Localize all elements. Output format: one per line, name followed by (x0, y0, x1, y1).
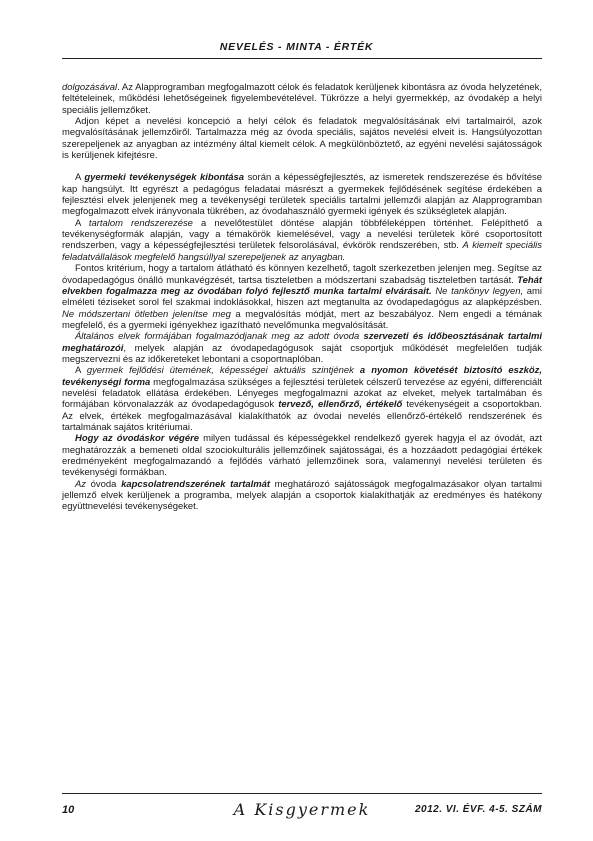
emphasis-text: Általános elvek formájában fogalmazódjanak meg az adott óvoda (75, 331, 360, 343)
paragraph (62, 218, 542, 263)
paragraph-text: a nevelőtestület döntése alapján többféleképpen történhet. Felépíthető a tevékenységformák alapján, vagy a témakörök kiemelésével, vagy a nevelési területek köré csoportosított rendszerben, vagy a képességfejlesztési területek felsorolásával, évkörök rendszerében, stb. (62, 217, 542, 252)
paragraph-text: Fontos kritérium, hogy a tartalom átlátható és könnyen kezelhető, tagolt szerkezetben jelenjen meg. Segítse az óvodapedagógus önálló munkavégzését, tartsa tiszteletben a módszertani szabadság tiszteletben tartását. (62, 263, 542, 286)
magazine-title: A Kisgyermek (233, 800, 371, 819)
emphasis-text: tervező, ellenőrző, értékelő (278, 399, 403, 411)
page-number: 10 (62, 804, 75, 816)
emphasis-text: Tehát elvekben fogalmazza meg az óvodában folyó fejlesztő munka tartalmi elvárásait. (62, 274, 542, 297)
emphasis-text: a nyomon követését biztosító eszköz, tevékenységi forma (62, 365, 543, 388)
running-header: NEVELÉS - MINTA - ÉRTÉK (219, 41, 374, 53)
emphasis-text: A kiemelt speciális feladatvállalások megfelelő hangsúllyal szerepeljenek az anyagban. (62, 240, 542, 263)
paragraph (62, 172, 542, 217)
paragraph-text: ami elméleti téziseket sorol fel szakmai indoklásokkal, hiszen azt megtanulta az óvodapedagógus az alapképzésben. (62, 285, 542, 309)
emphasis-text: Az (75, 478, 87, 490)
emphasis-text: szervezeti és időbeosztásának tartalmi meghatározói (62, 331, 543, 354)
paragraph (62, 365, 542, 433)
paragraph (62, 433, 542, 478)
header-divider (62, 58, 542, 59)
paragraph (62, 479, 542, 513)
footer-divider (62, 793, 542, 794)
paragraph-text: . Az Alapprogramban megfogalmazott célok és feladatok kerüljenek kibontásra az óvoda helyzetének, feltételeinek, működési lehetőségeinek figyelembevételével. Tükrözze a helyi gyermekkép, az óvodakép a helyi speciális jellemzőket. (62, 82, 542, 116)
issue-label: 2012. VI. ÉVF. 4-5. SZÁM (414, 804, 542, 815)
paragraph (62, 331, 542, 365)
article-body (62, 82, 542, 513)
paragraph-text: , melyek alapján az óvodapedagógusok saját csoportjuk működését megfelelően tudják megszervezni és az időkereteket lebontani a csoportnaplóban. (62, 342, 542, 365)
paragraph (62, 116, 542, 161)
emphasis-text: dolgozásával (62, 82, 118, 93)
paragraph-text: a megvalósítás módját, mert az beszabályoz. Nem engedi a témának megfelelő, és a gyermeki igényekhez igazítható nevelőmunka megvalósítását. (62, 308, 542, 331)
paragraph-text: tevékenységeit a csoportokban. Az elvek, értékek megfogalmazásával kialakíthatók az óvodai nevelés ellenőrző-értékelő rendszerének és tartalmának sajátos kritériumai. (62, 399, 542, 433)
emphasis-text: gyermeki tevékenységek kibontása (84, 172, 245, 184)
paragraph-text: Adjon képet a nevelési koncepció a helyi célok és feladatok megvalósításának elvi tartalmairól, azok megvalósításának jellemzőiről. Tartalmazza még az óvoda speciális, sajátos nevelési elveit is. Hangsúlyozottan szerepeljenek az anyagban az intézmény által kiemelt célok. A megkülönböztető, az egyéni nevelési sajátosságok is kerüljenek kifejtésre. (62, 116, 542, 162)
emphasis-text: kapcsolatrendszerének tartalmát (121, 478, 270, 490)
paragraph-text: A (75, 365, 87, 377)
emphasis-text: Ne módszertani ötletben jelenítse meg (62, 308, 231, 320)
paragraph-text: A (75, 217, 89, 229)
emphasis-text: gyermek fejlődési ütemének, képességei aktuális szintjének (86, 365, 354, 377)
paragraph (62, 82, 542, 116)
paragraph-text: A (75, 172, 85, 184)
paragraph (62, 263, 542, 331)
emphasis-text: Ne tankönyv legyen, (435, 285, 524, 297)
paragraph-text: óvoda (86, 478, 122, 490)
paragraph-text: során a képességfejlesztés, az ismeretek rendszerezése és bővítése kap hangsúlyt. Itt egyrészt a pedagógus feladatai másrészt a gyermekek fejlődésének segítése érdekében a fejlesztési elvek jelenjenek meg a tevékenységi területek speciális tartalmi jellemzői alapján az Alapprogramban megfogalmazott elvek irányvonala tükrében, az óvodahasználó gyermeki igények és szükségletek alapján. (62, 172, 542, 218)
paragraph-text: megfogalmazása szükséges a fejlesztési területek célszerű tervezése az egyéni, differenciált nevelési feladatok ellátása érdekében. Lényeges megfogalmazni azokat az elveket, melyek tartalmában és formájában körvonalazzák az óvodapedagógusok (62, 376, 542, 411)
emphasis-text: tartalom rendszerezése (88, 217, 193, 229)
paragraph-text: meghatározó sajátosságok megfogalmazásakor olyan tartalmi jellemző elvek kerüljenek a programba, melyek alapján a csoportok kialakíthatják az eredményes és hatékony együttnevelési tevékenységeket. (62, 478, 542, 513)
page-footer (62, 800, 542, 822)
emphasis-text: Hogy az óvodáskor végére (75, 433, 199, 445)
paragraph-text: milyen tudással és képességekkel rendelkező gyerek hagyja el az óvodát, azt meghatározzák a bemeneti oldal szociokulturális jellemzőinek sajátosságai, és a hozzáadott pedagógiai értékek eredményeként megfogalmazandó a fejlődés várható jellemzőinek sora, valamennyi nevelési területen és tevékenységi formákban. (62, 433, 542, 479)
